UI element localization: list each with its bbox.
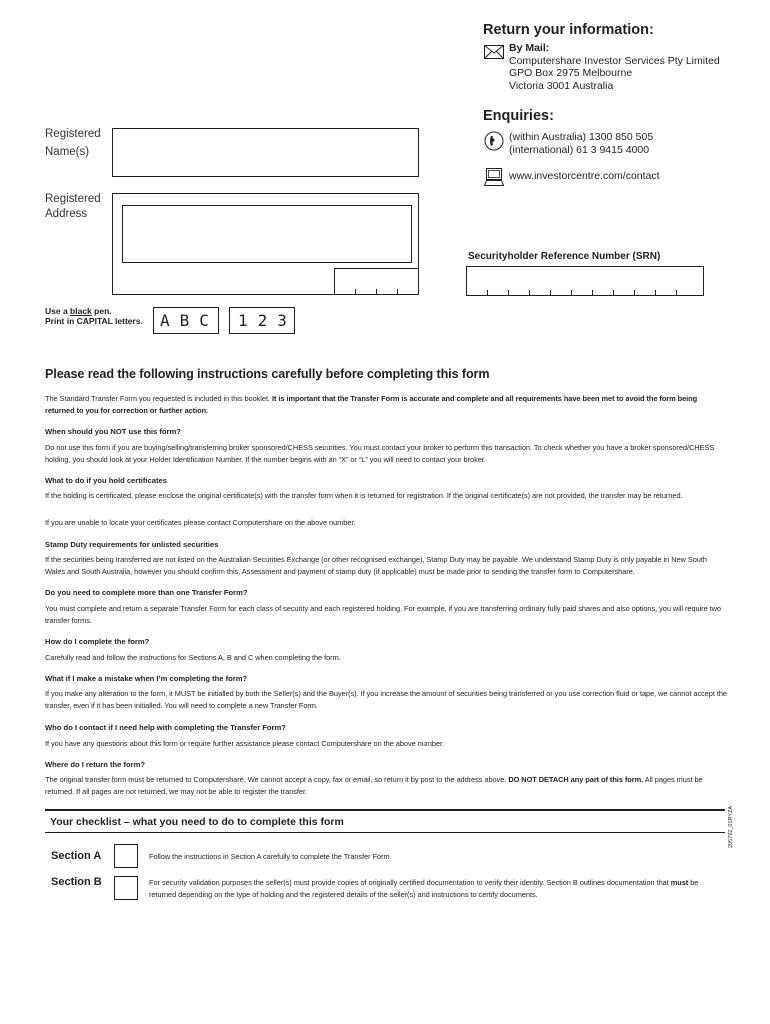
label-line: Name(s) <box>45 146 90 158</box>
section-a-checkbox[interactable] <box>114 844 138 868</box>
mail-envelope-icon <box>484 45 504 64</box>
text: It is important that the Transfer Form is accurate and complete and all requirements have been met to avoid the form being returned to you for correction or further action. <box>45 394 698 415</box>
question-heading: What if I make a mistake when I’m completing the form? <box>45 674 248 683</box>
checklist-divider-top <box>45 809 725 811</box>
text: Use a <box>45 306 71 316</box>
sample-numbers-box: 123 <box>229 307 295 334</box>
instructions-intro <box>45 393 725 416</box>
mail-address-block <box>509 42 759 92</box>
question-heading: Who do I contact if I need help with completing the Transfer Form? <box>45 723 286 732</box>
text: DO NOT DETACH any part of this form. <box>508 775 644 784</box>
form-side-code: 205792_01RYZA <box>728 805 734 848</box>
checklist-divider-bottom <box>45 832 725 833</box>
section-b-text <box>149 877 724 900</box>
text: For security validation purposes the seller(s) must provide copies of originally certified documentation to verify their identity. Section B outlines documentation that <box>149 878 671 887</box>
answer-text: Do not use this form if you are buying/selling/transferring broker sponsored/CHESS securities. You must contact your broker to perform this transaction. To check whether you have a broker sponsored/CHESS holding, you should look at your Holder Identification Number. If the number begins with an “X” or “L” you will need to contact your broker. <box>45 443 715 464</box>
srn-label: Securityholder Reference Number (SRN) <box>468 251 661 262</box>
label-line: Registered <box>45 128 101 140</box>
return-info-heading: Return your information: <box>483 22 654 38</box>
question-heading: How do I complete the form? <box>45 637 150 646</box>
phone-line: (within Australia) 1300 850 505 <box>509 131 654 143</box>
text: black <box>70 306 92 316</box>
answer-text: If you make any alteration to the form, it MUST be initialled by both the Seller(s) and the Buyer(s). If you increase the amount of securities being transferred or you use correction fluid or tape, we cannot accept the transfer, even if it has been initialled. You will need to complete a new Transfer Form. <box>45 689 727 710</box>
label-line: Address <box>45 208 88 220</box>
text: be returned depending on the type of holding and the registered details of the seller(s) and instructions to certify documents. <box>149 878 699 899</box>
answer-text: Carefully read and follow the instructions for Sections A, B and C when completing the form. <box>45 653 341 662</box>
computer-icon <box>484 168 504 191</box>
question-heading: Where do I return the form? <box>45 760 145 769</box>
address-line: GPO Box 2975 Melbourne <box>509 67 633 79</box>
pen-line-1 <box>45 306 143 316</box>
instructions-title: Please read the following instructions carefully before completing this form <box>45 367 490 381</box>
question-heading: When should you NOT use this form? <box>45 427 181 436</box>
registered-address-field[interactable] <box>112 193 419 295</box>
answer-text: If the holding is certificated, please enclose the original certificate(s) with the transfer form when it is returned for registration. If the original certificate(s) are not provided, the transfer may be returned. <box>45 491 683 500</box>
srn-field[interactable] <box>466 266 704 296</box>
website-link[interactable]: www.investorcentre.com/contact <box>509 170 660 182</box>
address-line: Victoria 3001 Australia <box>509 79 614 92</box>
section-b-checkbox[interactable] <box>114 876 138 900</box>
answer-text <box>45 774 727 797</box>
section-a-text: Follow the instructions in Section A carefully to complete the Transfer Form. <box>149 852 392 861</box>
text: All pages must be returned. If all pages are not returned, we may not be able to register the transfer. <box>45 775 703 796</box>
postcode-ticks <box>335 268 419 294</box>
question-heading: What to do if you hold certificates <box>45 476 167 485</box>
pen-line-2: Print in CAPITAL letters. <box>45 316 143 326</box>
section-a-label: Section A <box>51 850 102 862</box>
pen-instructions <box>45 306 143 326</box>
question-heading: Do you need to complete more than one Transfer Form? <box>45 588 248 597</box>
text: must <box>670 878 689 887</box>
checklist-heading: Your checklist – what you need to do to complete this form <box>50 816 344 828</box>
answer-text: If you are unable to locate your certificates please contact Computershare on the above number. <box>45 518 356 527</box>
text: The Standard Transfer Form you requested is included in this booklet. <box>45 394 272 403</box>
section-b-label: Section B <box>51 876 102 888</box>
label-line: Registered <box>45 193 101 205</box>
answer-text: You must complete and return a separate Transfer Form for each class of security and each registered holding. For example, if you are transferring ordinary fully paid shares and also options, you will require two transfer forms. <box>45 604 721 625</box>
address-inner-box <box>122 205 412 263</box>
phone-numbers <box>509 131 653 156</box>
enquiries-heading: Enquiries: <box>483 108 554 124</box>
address-line: Computershare Investor Services Pty Limited <box>509 54 720 67</box>
answer-text: If the securities being transferred are not listed on the Australian Securities Exchange (or other recognised exchange), Stamp Duty may be payable. We understand Stamp Duty is only payable in New South Wales and South Australia, however you should confirm this. Assessment and payment of stamp duty (if applicable) must be made prior to sending the transfer form to Computershare. <box>45 555 707 576</box>
text: pen. <box>91 306 112 316</box>
phone-icon <box>484 131 504 156</box>
sample-letters-box: ABC <box>153 307 219 334</box>
answer-text: If you have any questions about this form or require further assistance please contact Computershare on the above number. <box>45 739 445 748</box>
registered-name-label <box>45 127 101 160</box>
by-mail-label: By Mail: <box>509 42 550 54</box>
question-heading: Stamp Duty requirements for unlisted securities <box>45 540 219 549</box>
text: The original transfer form must be returned to Computershare. We cannot accept a copy, fax or email, so return it by post to the address above. <box>45 775 509 784</box>
registered-name-field[interactable] <box>112 128 419 177</box>
phone-line: (international) 61 3 9415 4000 <box>509 143 650 156</box>
registered-address-label <box>45 192 101 222</box>
